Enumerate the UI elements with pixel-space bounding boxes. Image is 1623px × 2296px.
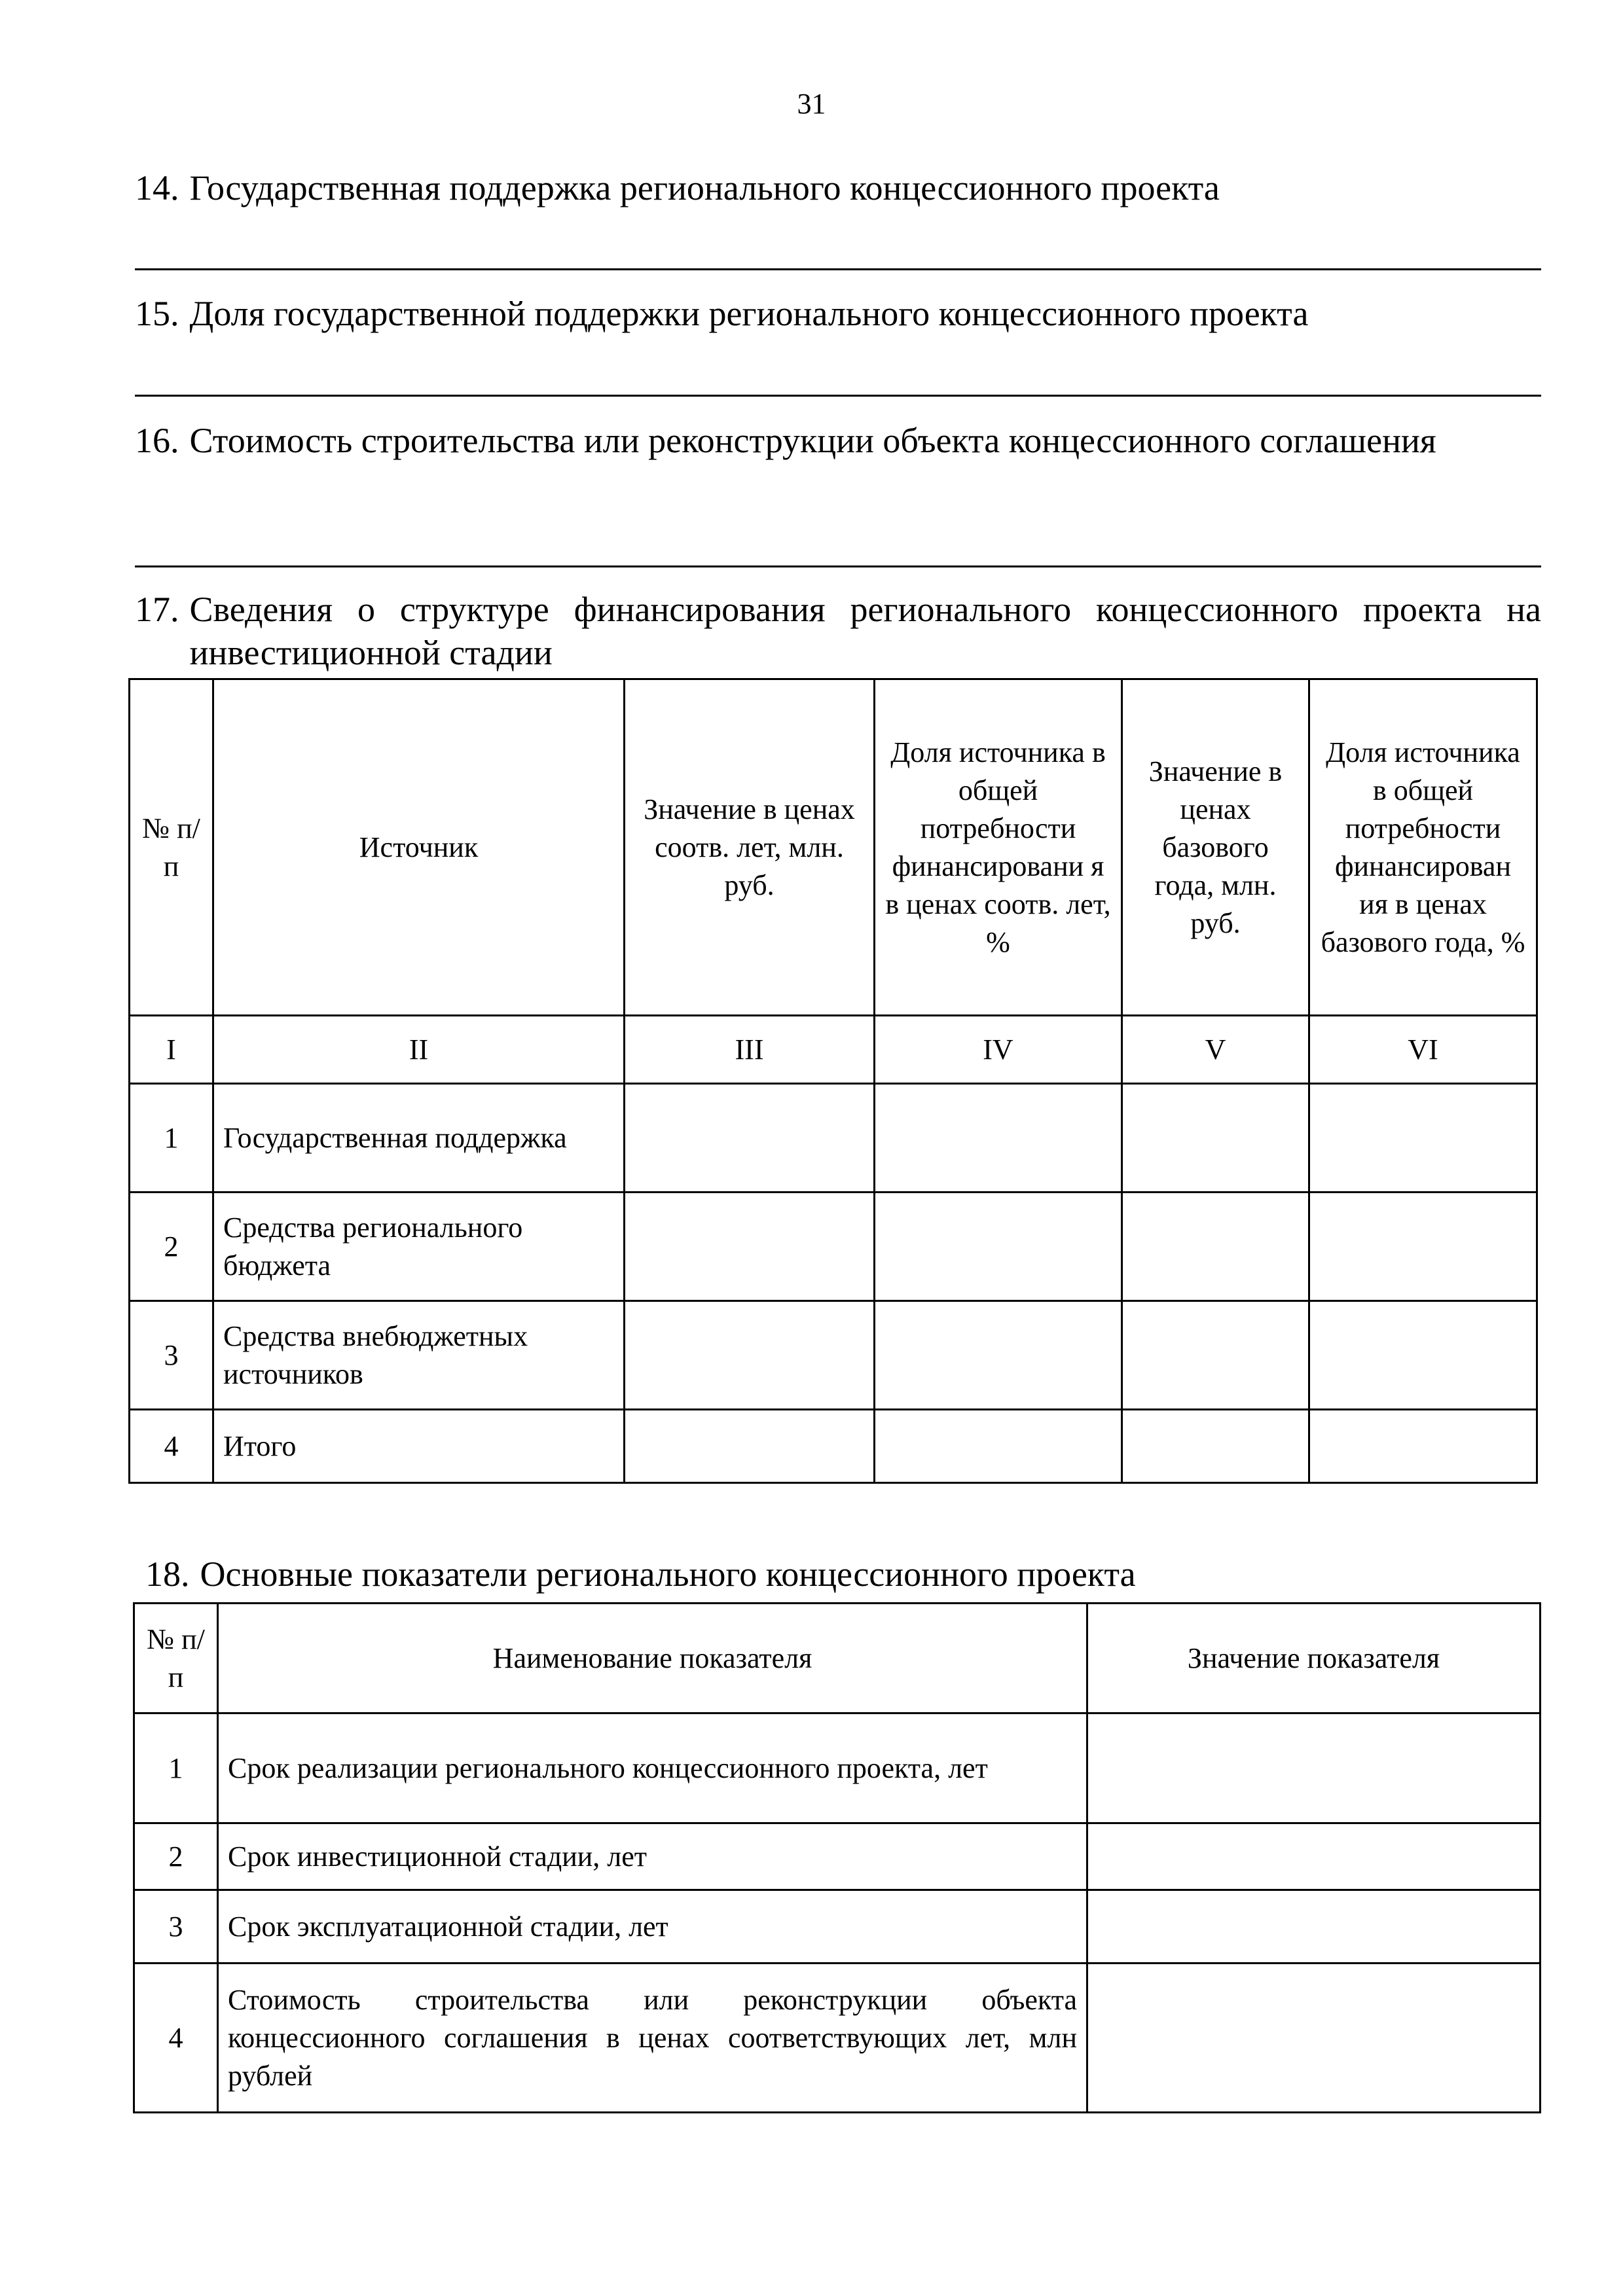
section-15-heading (135, 292, 1541, 335)
section-17-title: Сведения о структуре финансирования регионального концессионного проекта на инвестиционной стадии (189, 590, 1541, 672)
empty-cell[interactable] (875, 1301, 1122, 1410)
column-header-number: № п/п (130, 679, 213, 1016)
section-15-title: Доля государственной поддержки регионального концессионного проекта (189, 294, 1309, 333)
empty-cell[interactable] (1309, 1410, 1537, 1483)
empty-cell[interactable] (1122, 1084, 1309, 1193)
table-row (130, 1084, 1537, 1193)
row-number: 1 (134, 1713, 218, 1823)
empty-cell[interactable] (625, 1410, 875, 1483)
section-18-heading (145, 1552, 1552, 1596)
empty-cell[interactable] (1309, 1301, 1537, 1410)
column-header-indicator-name: Наименование показателя (218, 1604, 1087, 1713)
row-number: 2 (134, 1823, 218, 1890)
row-source: Средства внебюджетных источников (213, 1301, 625, 1410)
column-number-label: V (1122, 1016, 1309, 1084)
empty-cell[interactable] (625, 1193, 875, 1301)
empty-cell[interactable] (1122, 1410, 1309, 1483)
table-header-row (134, 1604, 1541, 1713)
row-source: Средства регионального бюджета (213, 1193, 625, 1301)
row-number: 4 (130, 1410, 213, 1483)
section-17-heading (135, 588, 1541, 674)
section-16-fill-line (135, 565, 1541, 567)
empty-cell[interactable] (1087, 1823, 1541, 1890)
section-14-fill-line (135, 268, 1541, 270)
row-indicator-name: Стоимость строительства или реконструкции объекта концессионного соглашения в ценах соответствующих лет, млн рублей (218, 1964, 1087, 2113)
table-row-total (130, 1410, 1537, 1483)
column-header-share-base-year: Доля источника в общей потребности финансирован ия в ценах базового года, % (1309, 679, 1537, 1016)
column-number-label: II (213, 1016, 625, 1084)
table-row (130, 1301, 1537, 1410)
row-number: 4 (134, 1964, 218, 2113)
page-number: 31 (797, 88, 826, 120)
column-header-number: № п/п (134, 1604, 218, 1713)
row-indicator-name: Срок эксплуатационной стадии, лет (218, 1890, 1087, 1964)
section-14-title: Государственная поддержка регионального концессионного проекта (189, 168, 1220, 207)
empty-cell[interactable] (1122, 1301, 1309, 1410)
section-14-heading (135, 166, 1541, 209)
row-number: 3 (130, 1301, 213, 1410)
section-16-number: 16. (135, 421, 179, 460)
section-17-number: 17. (135, 590, 179, 629)
row-number: 1 (130, 1084, 213, 1193)
empty-cell[interactable] (1309, 1084, 1537, 1193)
row-source: Государственная поддержка (213, 1084, 625, 1193)
empty-cell[interactable] (875, 1410, 1122, 1483)
column-header-indicator-value: Значение показателя (1087, 1604, 1541, 1713)
table-numbering-row (130, 1016, 1537, 1084)
empty-cell[interactable] (1122, 1193, 1309, 1301)
section-16-title: Стоимость строительства или реконструкции объекта концессионного соглашения (189, 421, 1436, 460)
table-row (134, 1890, 1541, 1964)
empty-cell[interactable] (1309, 1193, 1537, 1301)
table-row (130, 1193, 1537, 1301)
row-number: 3 (134, 1890, 218, 1964)
column-number-label: III (625, 1016, 875, 1084)
column-number-label: VI (1309, 1016, 1537, 1084)
row-indicator-name: Срок инвестиционной стадии, лет (218, 1823, 1087, 1890)
column-header-source: Источник (213, 679, 625, 1016)
section-14-number: 14. (135, 168, 179, 207)
column-header-share-current-prices: Доля источника в общей потребности финансировани я в ценах соотв. лет, % (875, 679, 1122, 1016)
row-indicator-name: Срок реализации регионального концессионного проекта, лет (218, 1713, 1087, 1823)
column-header-value-current-prices: Значение в ценах соотв. лет, млн. руб. (625, 679, 875, 1016)
column-header-value-base-year: Значение в ценах базового года, млн. руб. (1122, 679, 1309, 1016)
table-row (134, 1713, 1541, 1823)
empty-cell[interactable] (625, 1084, 875, 1193)
empty-cell[interactable] (1087, 1890, 1541, 1964)
empty-cell[interactable] (1087, 1964, 1541, 2113)
column-number-label: I (130, 1016, 213, 1084)
column-number-label: IV (875, 1016, 1122, 1084)
financing-structure-table (128, 678, 1538, 1484)
section-15-fill-line (135, 395, 1541, 397)
empty-cell[interactable] (1087, 1713, 1541, 1823)
section-16-heading (135, 419, 1541, 462)
table-header-row (130, 679, 1537, 1016)
section-18-title: Основные показатели регионального концессионного проекта (200, 1554, 1136, 1594)
table-row (134, 1823, 1541, 1890)
key-indicators-table (133, 1602, 1541, 2113)
empty-cell[interactable] (875, 1084, 1122, 1193)
table-row (134, 1964, 1541, 2113)
section-15-number: 15. (135, 294, 179, 333)
row-number: 2 (130, 1193, 213, 1301)
row-source: Итого (213, 1410, 625, 1483)
empty-cell[interactable] (875, 1193, 1122, 1301)
empty-cell[interactable] (625, 1301, 875, 1410)
section-18-number: 18. (145, 1554, 190, 1594)
